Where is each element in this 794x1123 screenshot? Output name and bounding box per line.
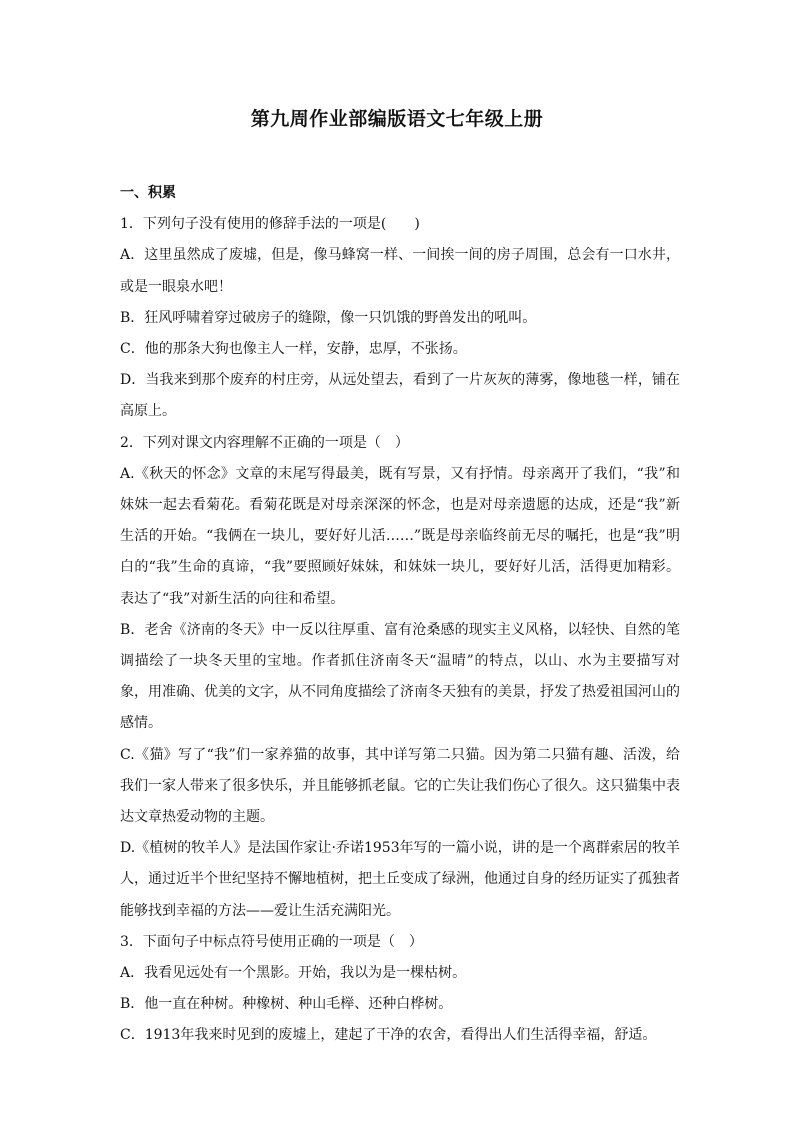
- document-title: 第九周作业部编版语文七年级上册: [250, 108, 544, 130]
- question-3-option-b: B．他一直在种树。种橡树、种山毛榉、还种白桦树。: [120, 996, 453, 1013]
- question-2-option-d: D.《植树的牧羊人》是法国作家让·乔诺1953年写的一篇小说，讲的是一个离群索居的牧羊人，通过近半个世纪坚持不懈地植树，把土丘变成了绿洲，他通过自身的经历证实了孤独者能够找到幸福的方法——爱让生活充满阳光。: [120, 840, 680, 919]
- question-3-option-c: C．1913年我来时见到的废墟上，建起了干净的农舍，看得出人们生活得幸福，舒适。: [120, 1027, 657, 1044]
- question-1-stem: 1．下列句子没有使用的修辞手法的一项是( ): [120, 216, 420, 233]
- question-1-option-b: B．狂风呼啸着穿过破房子的缝隙，像一只饥饿的野兽发出的吼叫。: [120, 309, 537, 326]
- question-1-option-a: A．这里虽然成了废墟，但是，像马蜂窝一样、一间挨一间的房子周围，总会有一口水井，或是一眼泉水吧！: [120, 247, 680, 295]
- document-body: [120, 178, 680, 1052]
- question-1-option-c: C．他的那条大狗也像主人一样，安静，忠厚，不张扬。: [120, 341, 467, 358]
- question-1-option-d: D．当我来到那个废弃的村庄旁，从远处望去，看到了一片灰灰的薄雾，像地毯一样，铺在高原上。: [120, 372, 680, 420]
- section-heading: 一、积累: [120, 185, 176, 201]
- question-2-option-c: C.《猫》写了“我”们一家养猫的故事，其中详写第二只猫。因为第二只猫有趣、活泼，给我们一家人带来了很多快乐，并且能够抓老鼠。它的亡失让我们伤心了很久。这只猫集中表达文章热爱动物的主题。: [120, 746, 680, 826]
- question-2-option-a: A.《秋天的怀念》文章的末尾写得最美，既有写景，又有抒情。母亲离开了我们，“我”和妹妹一起去看菊花。看菊花既是对母亲深深的怀念，也是对母亲遗愿的达成，还是“我”新生活的开始。“我俩在一块儿，要好好儿活……”既是母亲临终前无尽的嘱托，也是“我”明白的“我”生命的真谛，“我”要照顾好妹妹，和妹妹一块儿，要好好儿活，活得更加精彩。表达了“我”对新生活的向往和希望。: [120, 465, 680, 607]
- question-2-stem: 2．下列对课文内容理解不正确的一项是（ ）: [120, 434, 409, 451]
- question-3-option-a: A．我看见远处有一个黑影。开始，我以为是一棵枯树。: [120, 965, 467, 982]
- question-2-option-b: B．老舍《济南的冬天》中一反以往厚重、富有沧桑感的现实主义风格，以轻快、自然的笔调描绘了一块冬天里的宝地。作者抓住济南冬天“温晴”的特点，以山、水为主要描写对象，用准确、优美的文字，从不同角度描绘了济南冬天独有的美景，抒发了热爱祖国河山的感情。: [120, 621, 680, 732]
- question-3-stem: 3．下面句子中标点符号使用正确的一项是（ ）: [120, 933, 423, 950]
